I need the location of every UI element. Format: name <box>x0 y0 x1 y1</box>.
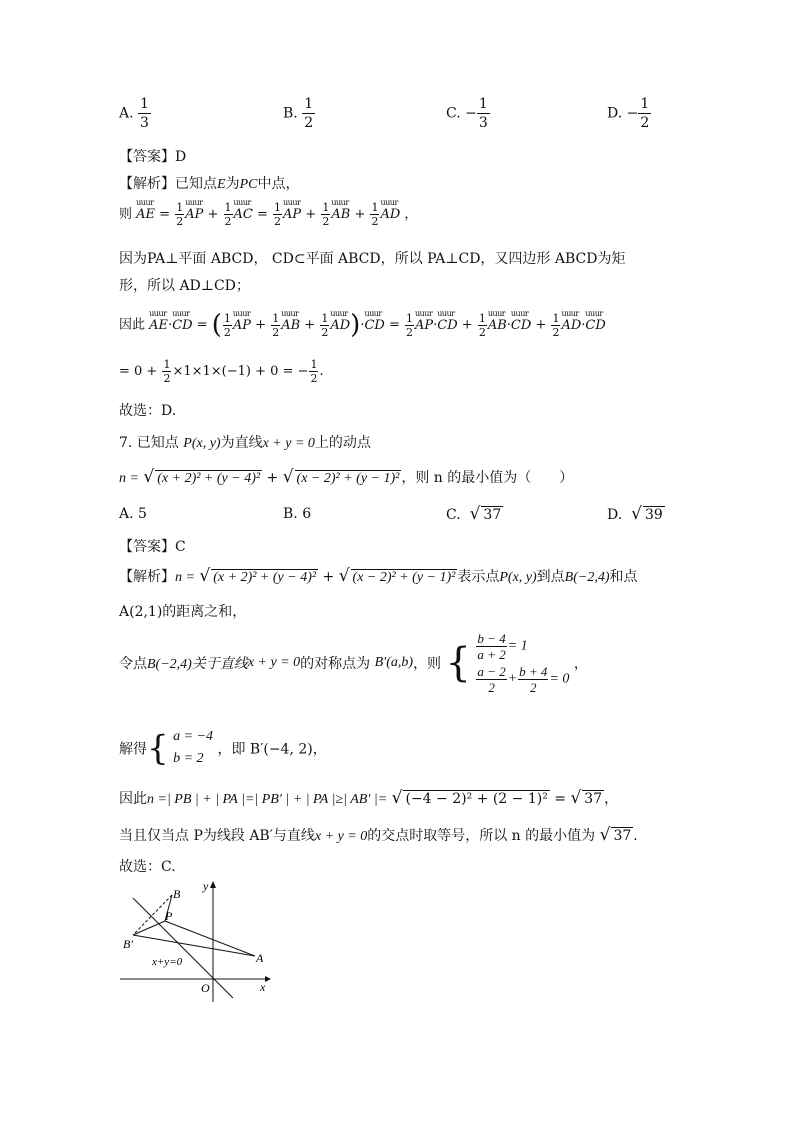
numerator: a − 2 <box>477 664 506 679</box>
denominator: 2 <box>530 680 537 695</box>
text: 故选：C. <box>119 859 176 875</box>
q7-analysis-line-2 <box>119 601 246 621</box>
math: + <box>507 671 518 687</box>
choice-label: D. <box>607 507 623 523</box>
radicand: (x − 2)² + (y − 1)² <box>352 570 456 585</box>
q7-analysis-line-4 <box>119 726 327 771</box>
math: B(−2,4) <box>564 570 610 585</box>
text: 为直线 <box>220 435 263 451</box>
text: 和点 <box>609 569 638 585</box>
vector-ae: uuur AE <box>136 207 155 222</box>
answer-tag: 【答案】 <box>119 539 175 555</box>
q7-choice-b <box>283 506 311 522</box>
radical-sign: √ <box>631 504 642 524</box>
text: 到点 <box>536 569 565 585</box>
radicand: (−4 − 2)² + (2 − 1)² <box>405 791 548 807</box>
line-x-plus-y-zero <box>133 898 233 998</box>
fraction: $\frac{1}{3}$ <box>478 96 488 131</box>
text: 因为 <box>119 251 147 267</box>
prev-answer <box>119 146 186 166</box>
text: 的对称点为 <box>300 656 371 672</box>
math: x + y = 0 <box>247 655 301 670</box>
fraction: $\frac{1}{2}$ <box>371 201 379 228</box>
text: 表示点 <box>457 569 500 585</box>
text: ，则 <box>413 656 442 672</box>
text: PA⊥平面 ABCD， CD⊂平面 ABCD，所以 PA⊥CD，又四边形 ABCD为矩 <box>147 251 626 267</box>
text: 中点， <box>257 176 300 192</box>
math: E <box>217 177 226 192</box>
answer-value: D <box>175 149 187 165</box>
radical-sign: √ <box>199 566 211 586</box>
q7-choose <box>119 856 176 876</box>
vector-ac: uuur AC <box>234 207 253 222</box>
math: x + y = 0 <box>314 829 368 844</box>
choice-text: B. 6 <box>283 506 312 522</box>
q7-analysis-line-6 <box>119 825 638 845</box>
text: ， <box>604 791 619 807</box>
prev-analysis-line-4 <box>119 275 250 295</box>
radical-sign: √ <box>143 467 155 487</box>
radical-sign: √ <box>391 788 403 808</box>
vector-ad: uuur AD <box>380 207 400 222</box>
numerator: b − 4 <box>477 631 506 646</box>
label-bprime: B′ <box>123 937 133 951</box>
prev-analysis-line-3 <box>119 248 625 268</box>
y-axis-arrow <box>210 881 216 888</box>
prev-choose <box>119 400 176 420</box>
fraction: $\frac{1}{2}$ <box>274 201 282 228</box>
fraction: $\frac{1}{2}$ <box>322 201 330 228</box>
text: . <box>633 828 638 844</box>
prev-analysis-line-1 <box>119 173 299 193</box>
geometry-figure <box>115 878 285 1008</box>
prev-analysis-line-5: 因此 uuur AE·uuur CD = ( $\frac{1}{2}$ uuur AP + $\frac{1}{2}$ uuur AB + $\frac{1}{2}$ uuur AD)·uuur CD = $\frac{1}{2}$ uuur AP·uuur CD + $\frac{1}{2}$ uuur AB·uuur CD + $\frac{1}{2}$ uuur AD·uuur CD <box>119 310 606 340</box>
q7-analysis-line-5 <box>119 788 618 808</box>
q7-choice-a <box>119 506 147 522</box>
label-line-eq: x+y=0 <box>152 956 183 968</box>
label-y: y <box>203 879 209 893</box>
q7-analysis-line-1: 【解析】n = √ (x + 2)² + (y − 4)² + √ (x − 2)² + (y − 1)² 表示点P(x, y)到点B(−2,4)和点 <box>119 566 638 586</box>
math: = 0 <box>549 671 570 687</box>
radical-sign: √ <box>599 825 611 845</box>
text: 因此 <box>119 791 147 807</box>
label-a: A <box>256 951 264 965</box>
analysis-tag: 【解析】 <box>119 176 175 192</box>
radicand: (x + 2)² + (y − 4)² <box>213 570 317 585</box>
text: A(2,1)的距离之和， <box>119 604 247 620</box>
math: B(−2,4)关于直线 <box>147 657 248 672</box>
fraction: $\frac{1}{3}$ <box>140 96 149 131</box>
text: 已知点 <box>175 176 217 192</box>
radicand: (x − 2)² + (y − 1)² <box>296 471 400 486</box>
label-b: B <box>173 887 181 901</box>
text: 为 <box>225 176 240 192</box>
math: P(x, y) <box>183 436 221 451</box>
fraction: $\frac{1}{2}$ <box>176 201 184 228</box>
math: = 1 <box>507 638 528 654</box>
math: B′(a,b) <box>374 655 414 670</box>
math: n = <box>119 471 139 486</box>
text: ，则 n 的最小值为（ ） <box>401 470 574 486</box>
denominator: 2 <box>488 680 495 695</box>
text: 则 <box>119 207 133 222</box>
radical-sign: √ <box>338 566 350 586</box>
radical-sign: √ <box>469 504 481 524</box>
radicand: 37 <box>483 507 502 523</box>
choice-label: C. <box>446 105 461 122</box>
fraction: $\frac{1}{2}$ <box>304 96 314 131</box>
text: 因此 <box>119 317 146 333</box>
radicand: (x + 2)² + (y − 4)² <box>157 471 261 486</box>
vector-ap: uuur AP <box>283 207 301 222</box>
solution-system <box>173 726 213 771</box>
math: = <box>554 791 566 807</box>
choice-label: C. <box>446 507 461 523</box>
text: 上的动点 <box>314 435 371 451</box>
text: 7. 已知点 <box>119 435 179 451</box>
math: PC <box>239 177 258 192</box>
radicand: 37 <box>584 791 603 807</box>
text: 解得 <box>119 741 147 758</box>
denominator: a + 2 <box>477 647 506 662</box>
text: 的交点时取等号，所以 n 的最小值为 <box>367 828 596 844</box>
math: + <box>266 470 279 486</box>
prev-choice-a <box>119 97 151 130</box>
left-brace: { <box>147 728 169 769</box>
choice-label: A. <box>119 105 134 122</box>
x-axis-arrow <box>265 976 271 982</box>
left-brace: { <box>445 640 471 686</box>
math: n = <box>175 570 195 585</box>
prev-analysis-line-2: 则 uuur AE = $\frac{1}{2}$ uuur AP + $\frac{1}{2}$ uuur AC = $\frac{1}{2}$ uuur AP + $\frac{1}{2}$ uuur AB + $\frac{1}{2}$ uuur AD ， <box>119 202 417 227</box>
text: 形，所以 AD⊥CD； <box>119 278 250 294</box>
choice-label: B. <box>283 105 298 122</box>
text: 当且仅当点 P为线段 AB′与直线 <box>119 828 315 844</box>
math: P(x, y) <box>499 570 537 585</box>
analysis-tag: 【解析】 <box>119 569 175 585</box>
minus-sign: − <box>626 105 639 122</box>
vector-ap: uuur AP <box>185 207 203 222</box>
q7-choice-d <box>607 504 665 524</box>
equation-system <box>475 632 569 694</box>
segment-bprime-a <box>133 935 255 956</box>
vector-ab: uuur AB <box>331 207 350 222</box>
radical-sign: √ <box>570 788 582 808</box>
radicand: 37 <box>613 828 632 844</box>
choice-label: D. <box>607 105 623 122</box>
label-p: P <box>165 909 173 923</box>
q7-answer <box>119 536 186 556</box>
q7-choice-c <box>446 504 503 524</box>
choice-text: A. 5 <box>119 506 147 522</box>
segment-bprime-p <box>133 921 165 935</box>
label-origin: O <box>201 981 210 995</box>
segment-p-a <box>165 921 255 956</box>
prev-choice-d <box>607 97 651 130</box>
radicand: 39 <box>644 507 663 523</box>
prev-choice-c <box>446 97 490 130</box>
fraction: $\frac{1}{2}$ <box>640 96 650 131</box>
minus-sign: − <box>465 105 477 122</box>
q7-stem <box>119 432 371 452</box>
answer-value: C <box>175 539 186 555</box>
text: ，即 B′(−4, 2)， <box>217 741 327 758</box>
math: b = 2 <box>173 751 204 767</box>
fraction: $\frac{1}{2}$ <box>224 201 232 228</box>
text: ， <box>573 656 588 672</box>
answer-tag: 【答案】 <box>119 149 175 165</box>
text: 令点 <box>119 656 147 672</box>
radical-sign: √ <box>282 467 294 487</box>
math: n =| PB | + | PA |=| PB′ | + | PA |≥| AB′ |= <box>147 792 388 807</box>
math: a = −4 <box>173 729 213 744</box>
math: x + y = 0 <box>262 436 315 451</box>
label-x: x <box>260 980 266 994</box>
prev-analysis-line-6: = 0 + $\frac{1}{2}$ ×1×1×(−1) + 0 = − $\frac{1}{2}$ . <box>119 358 324 385</box>
q7-analysis-line-3 <box>119 632 588 694</box>
text: 故选：D. <box>119 403 177 419</box>
prev-choice-b <box>283 97 315 130</box>
q7-expression <box>119 467 573 487</box>
numerator: b + 4 <box>519 664 548 679</box>
